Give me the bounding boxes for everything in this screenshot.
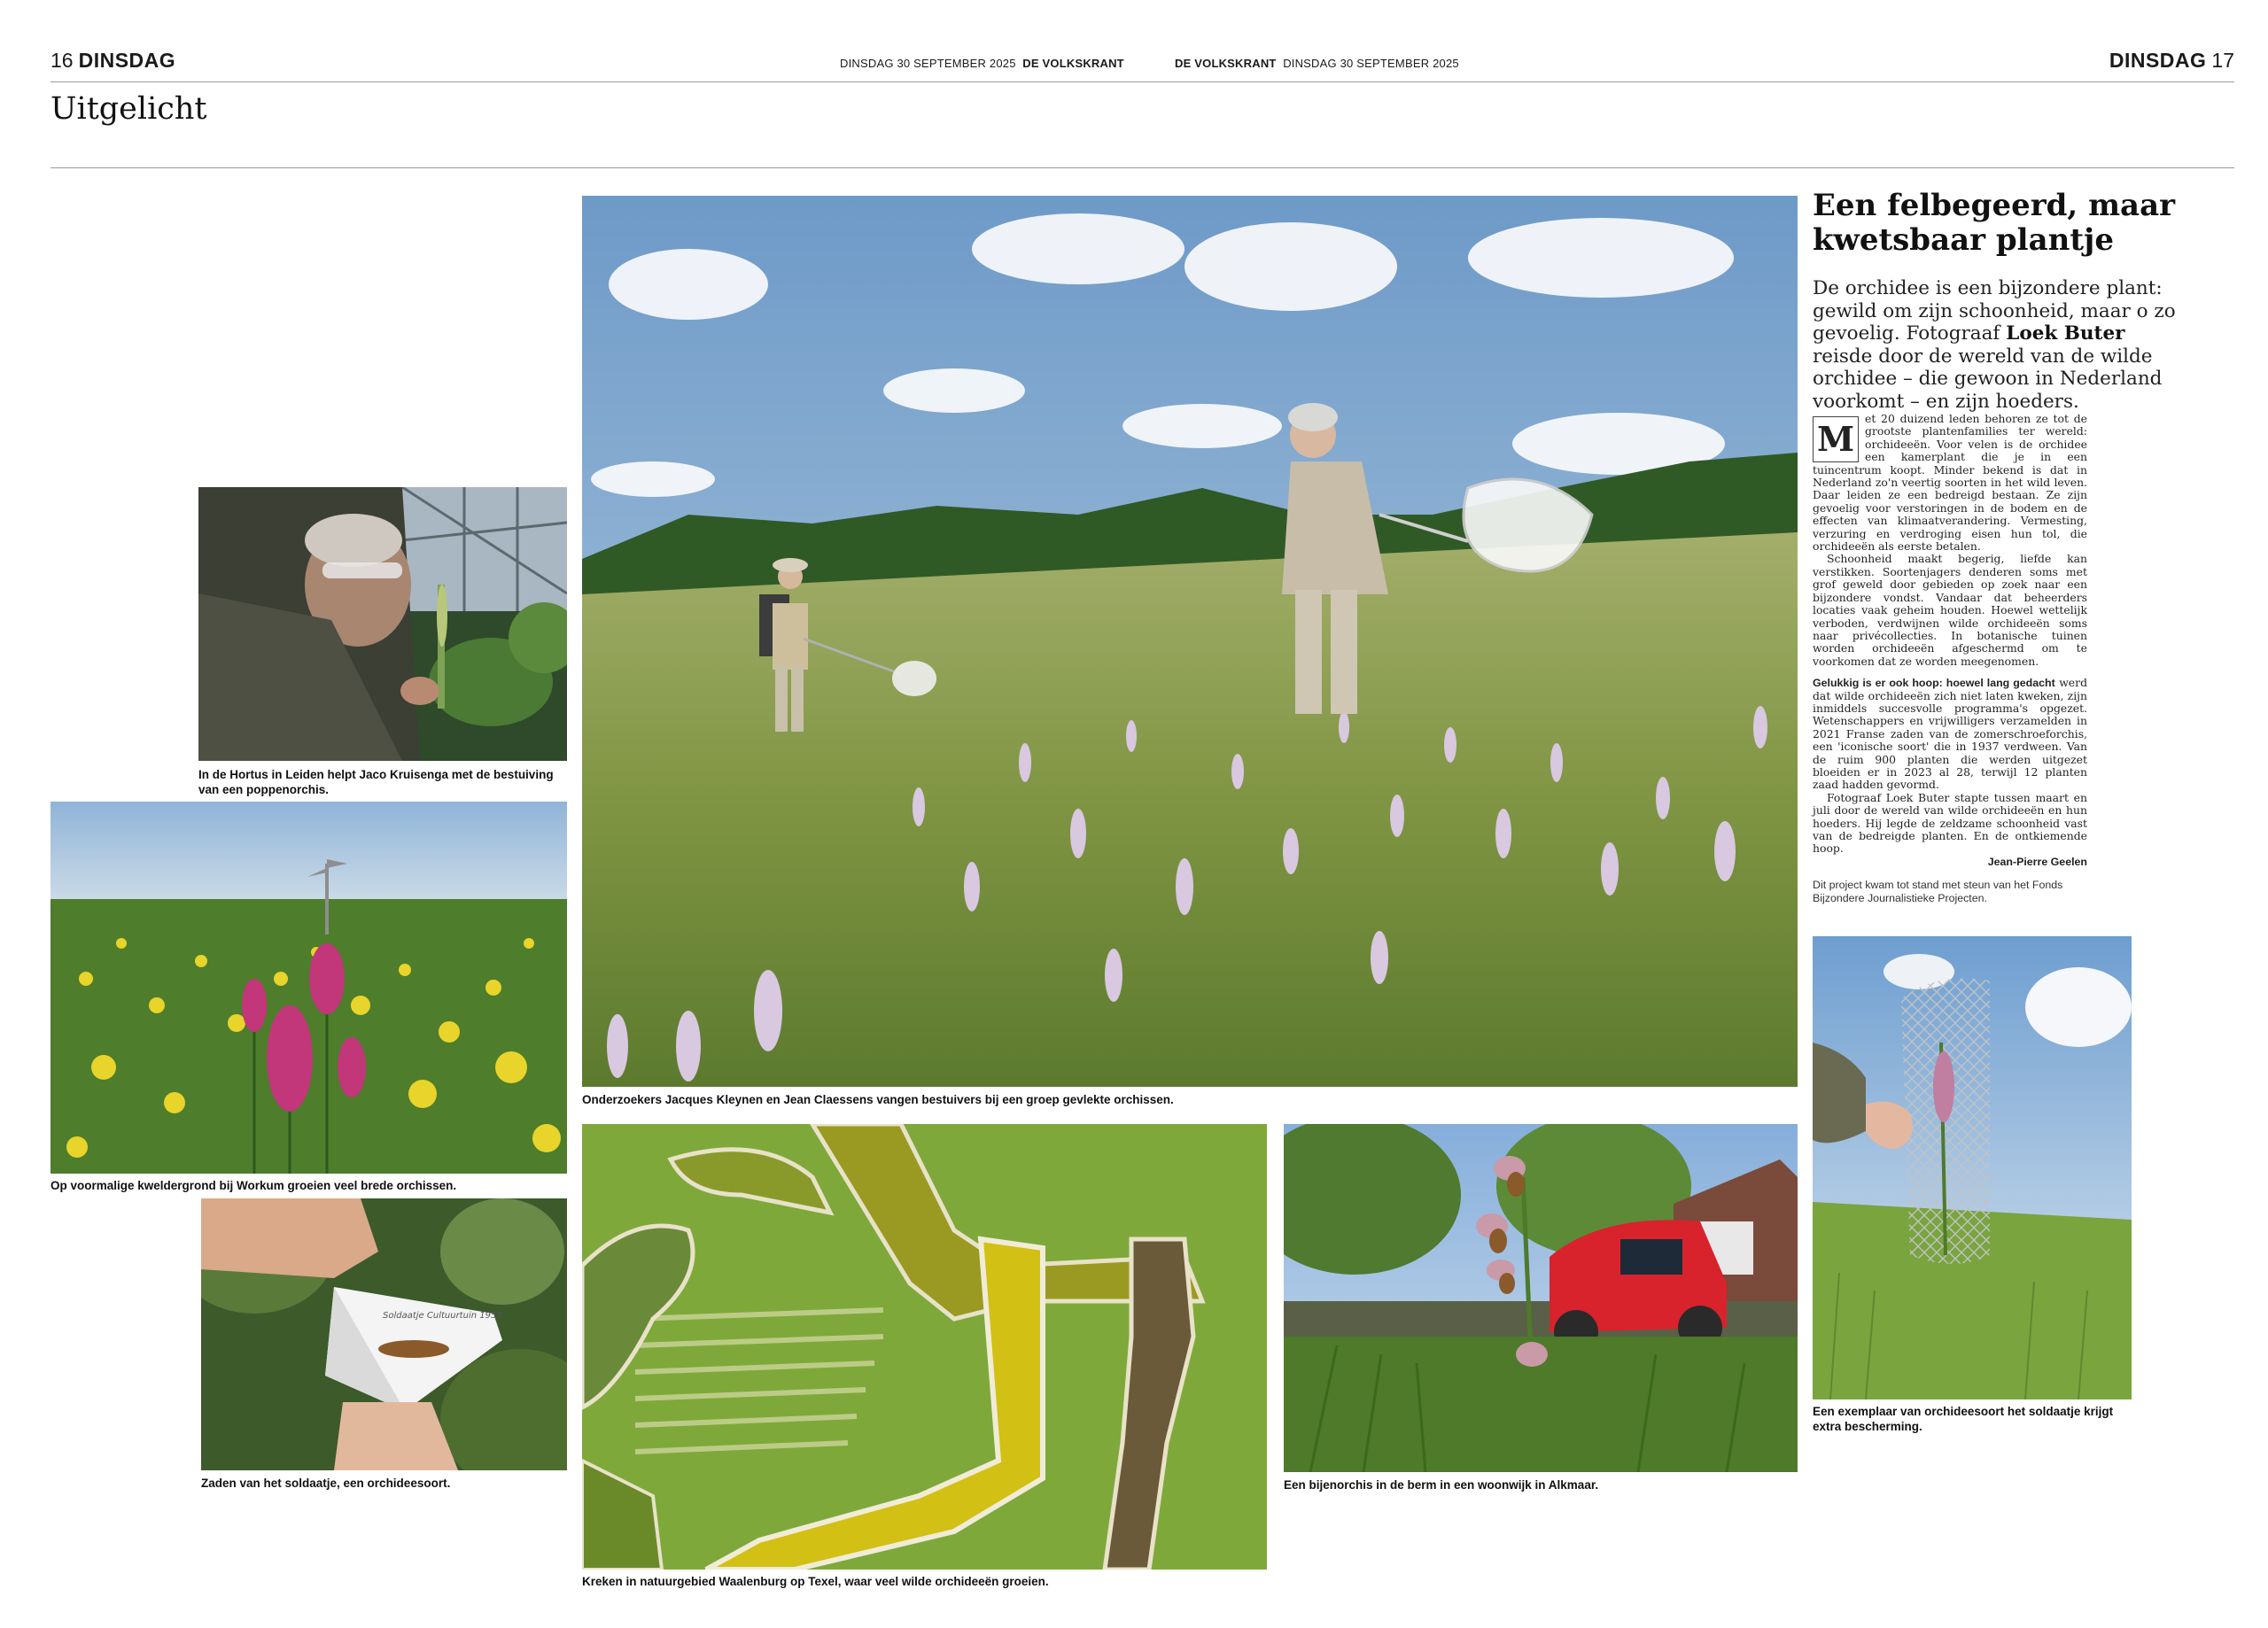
caption-texel: Kreken in natuurgebied Waalenburg op Texel, waar veel wilde orchideeën groeien. bbox=[582, 1575, 1049, 1588]
dateline-left-date: DINSDAG 30 SEPTEMBER 2025 bbox=[840, 57, 1016, 70]
section-title: Uitgelicht bbox=[50, 91, 207, 127]
caption-hortus: In de Hortus in Leiden helpt Jaco Kruisenga met de bestuiving van een poppenorchis. bbox=[198, 768, 554, 796]
header-rule bbox=[50, 81, 2234, 82]
folio-right bbox=[2109, 49, 2234, 73]
dateline-right bbox=[1175, 57, 1459, 70]
article-headline: Een felbegeerd, maar kwetsbaar plantje bbox=[1813, 188, 2176, 258]
project-credit: Dit project kwam tot stand met steun van het Fonds Bijzondere Journalistieke Projecten. bbox=[1813, 879, 2063, 904]
photo-texel bbox=[582, 1124, 1267, 1570]
photo-cage bbox=[1813, 936, 2132, 1399]
page-number-left: 16 bbox=[50, 49, 74, 72]
body-paragraph-2: Schoonheid maakt begerig, liefde kan verstikken. Soortenjagers denderen soms met grof geweld door gebieden op zoek naar een bijzondere vondst. Vandaar dat beheerders locaties vaak geheim houden. Hoewel wettelijk verboden, verdwijnen wilde orchideeën soms naar privécollecties. In botanische tuinen worden orchideeën afgeschermd om te voorkomen dat ze worden meegenomen. bbox=[1813, 552, 2087, 668]
caption-seeds: Zaden van het soldaatje, een orchideesoort. bbox=[201, 1477, 451, 1490]
dateline-left-paper: DE VOLKSKRANT bbox=[1022, 57, 1124, 70]
intro-text-2: reisde door de wereld van de wilde orchidee – die gewoon in Nederland voorkomt – en zijn hoeders. bbox=[1813, 345, 2163, 413]
page-number-right: 17 bbox=[2211, 49, 2234, 72]
body-paragraph-3: werd dat wilde orchideeën zich niet laten kweken, zijn inmiddels succesvolle programma's opgezet. Wetenschappers en vrijwilligers verzamelden in 2021 Franse zaden van de zomerschroeforchis, een 'iconische soort' die in 1937 verdween. Van de ruim 900 planten die werden uitgezet bloeiden er in 2023 al 28, terwijl 12 planten zaad hadden gevormd. bbox=[1813, 676, 2087, 792]
caption-workum: Op voormalige kweldergrond bij Workum groeien veel brede orchissen. bbox=[50, 1179, 457, 1192]
body-paragraph-4: Fotograaf Loek Buter stapte tussen maart en juli door de wereld van wilde orchideeën en hun hoeders. Hij legde de zeldzame schoonheid vast van de bedreigde planten. En de ontkiemende hoop. bbox=[1813, 790, 2087, 856]
article-body bbox=[1813, 413, 2087, 868]
byline: Jean-Pierre Geelen bbox=[1987, 855, 2087, 868]
photo-workum bbox=[50, 802, 567, 1174]
page-day-left: DINSDAG bbox=[78, 49, 176, 72]
body-paragraph-3-lead: Gelukkig is er ook hoop: hoewel lang gedacht bbox=[1813, 677, 2055, 690]
caption-alkmaar: Een bijenorchis in de berm in een woonwijk in Alkmaar. bbox=[1284, 1478, 1599, 1492]
dateline-left bbox=[840, 57, 1124, 70]
photo-seeds bbox=[201, 1198, 567, 1470]
page-day-right: DINSDAG bbox=[2109, 49, 2207, 72]
folio-left bbox=[50, 49, 175, 73]
intro-photographer: Loek Buter bbox=[2006, 322, 2125, 345]
drop-cap: M bbox=[1813, 416, 1859, 462]
caption-main: Onderzoekers Jacques Kleynen en Jean Claessens vangen bestuivers bij een groep gevlekte orchissen. bbox=[582, 1093, 1174, 1106]
photo-alkmaar bbox=[1284, 1124, 1798, 1472]
section-rule bbox=[50, 167, 2234, 168]
dateline-right-paper: DE VOLKSKRANT bbox=[1175, 57, 1277, 70]
photo-main bbox=[582, 196, 1798, 1087]
article-intro bbox=[1813, 277, 2176, 413]
intro-text-1: De orchidee is een bijzondere plant: gewild om zijn schoonheid, maar o zo gevoelig. Fotograaf bbox=[1813, 277, 2176, 345]
dateline-right-date: DINSDAG 30 SEPTEMBER 2025 bbox=[1283, 57, 1459, 70]
body-paragraph-1: et 20 duizend leden behoren ze tot de grootste plantenfamilies ter wereld: orchideeën. Voor velen is de orchidee een kamerplant die je in een tuincentrum koopt. Minder bekend is dat in Nederland zo'n veertig soorten in het wild leven. Daar leiden ze een bedreigd bestaan. Ze zijn gevoelig voor verstoringen in de bodem en de effecten van klimaatverandering. Vermesting, verzuring en verdroging eisen hun tol, die orchideeën als eerste betalen. bbox=[1813, 412, 2087, 554]
photo-hortus bbox=[198, 487, 567, 761]
seed-note: Soldaatje Cultuurtuin 1953 bbox=[383, 1311, 502, 1321]
caption-cage: Een exemplaar van orchideesoort het soldaatje krijgt extra bescherming. bbox=[1813, 1405, 2114, 1433]
